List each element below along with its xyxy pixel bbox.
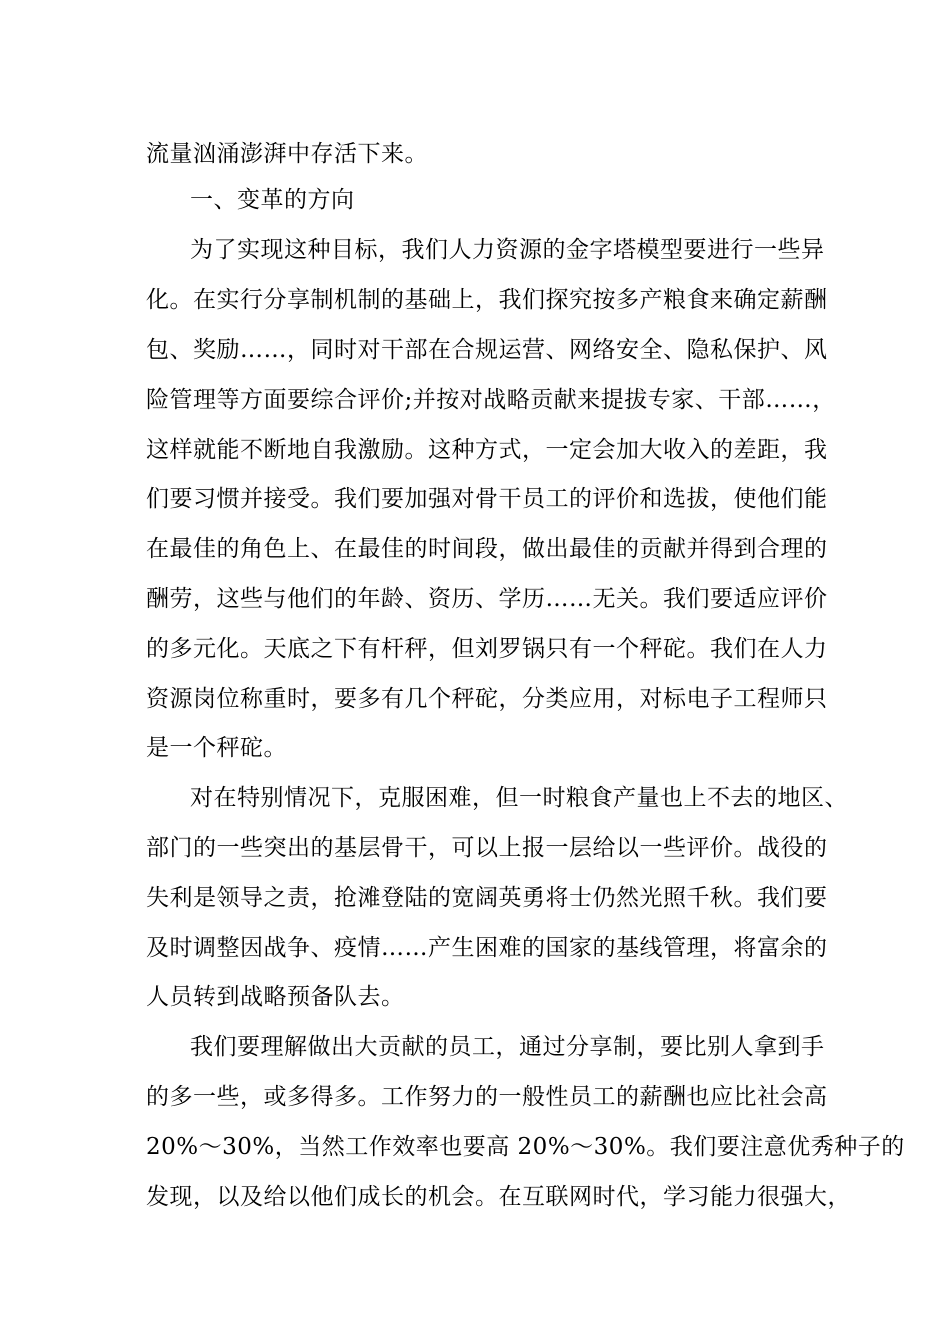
section-heading: 一、变革的方向 (190, 187, 355, 213)
text-line: 失利是领导之责，抢滩登陆的宽阔英勇将士仍然光照千秋。我们要 (146, 885, 828, 911)
text-line: 流量汹涌澎湃中存活下来。 (146, 141, 428, 167)
text-line: 人员转到战略预备队去。 (146, 984, 405, 1010)
text-line: 酬劳，这些与他们的年龄、资历、学历……无关。我们要适应评价 (146, 586, 828, 612)
text-line: 为了实现这种目标，我们人力资源的金字塔模型要进行一些异 (190, 237, 825, 263)
text-line: 的多元化。天底之下有杆秤，但刘罗锅只有一个秤砣。我们在人力 (146, 636, 828, 662)
text-line: 是一个秤砣。 (146, 735, 287, 761)
text-line: 们要习惯并接受。我们要加强对骨干员工的评价和选拔，使他们能 (146, 486, 828, 512)
text-line: 险管理等方面要综合评价;并按对战略贡献来提拔专家、干部……， (146, 387, 836, 413)
text-line: 包、奖励……，同时对干部在合规运营、网络安全、隐私保护、风 (146, 337, 828, 363)
text-line: 发现，以及给以他们成长的机会。在互联网时代，学习能力很强大， (146, 1184, 851, 1210)
text-line: 我们要理解做出大贡献的员工，通过分享制，要比别人拿到手 (190, 1034, 825, 1060)
text-line: 资源岗位称重时，要多有几个秤砣，分类应用，对标电子工程师只 (146, 686, 828, 712)
text-line: 在最佳的角色上、在最佳的时间段，做出最佳的贡献并得到合理的 (146, 536, 828, 562)
text-line: 对在特别情况下，克服困难，但一时粮食产量也上不去的地区、 (190, 785, 848, 811)
text-line: 20%～30%，当然工作效率也要高 20%～30%。我们要注意优秀种子的 (146, 1134, 905, 1160)
text-line: 的多一些，或多得多。工作努力的一般性员工的薪酬也应比社会高 (146, 1084, 828, 1110)
text-line: 化。在实行分享制机制的基础上，我们探究按多产粮食来确定薪酬 (146, 287, 828, 313)
text-line: 这样就能不断地自我激励。这种方式，一定会加大收入的差距，我 (146, 437, 828, 463)
text-line: 部门的一些突出的基层骨干，可以上报一层给以一些评价。战役的 (146, 835, 828, 861)
text-line: 及时调整因战争、疫情……产生困难的国家的基线管理，将富余的 (146, 935, 828, 961)
